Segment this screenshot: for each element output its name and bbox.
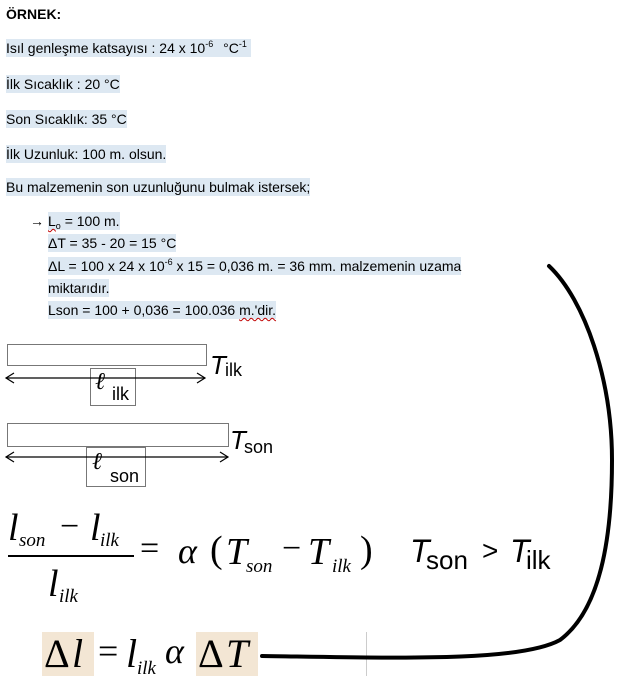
coefficient-unit: °C — [223, 40, 239, 56]
delta-l-continuation: miktarıdır. — [48, 280, 110, 296]
formula-t-ilk-subscript: ilk — [332, 556, 351, 577]
bottom-delta-t-t: T — [226, 631, 249, 676]
formula-minus: − — [282, 530, 302, 567]
delta-l-part-a: ΔL = 100 x 24 x 10 — [48, 258, 165, 274]
formula-t-son: T — [226, 531, 248, 573]
final-length-value: Lson = 100 + 0,036 = 100.036 — [48, 302, 240, 318]
condition-t-ilk: T — [510, 533, 530, 569]
bottom-alpha: α — [165, 631, 184, 671]
formula-right-paren: ) — [360, 529, 373, 571]
bottom-equals: = — [98, 631, 119, 671]
t-final-symbol: T — [230, 425, 246, 455]
t-initial-symbol: T — [210, 350, 226, 380]
arrow-glyph: → — [30, 213, 44, 229]
initial-length-subscript: ilk — [112, 384, 129, 404]
numerator-l-son: l — [8, 507, 19, 549]
coefficient-unit-exponent: -1 — [238, 39, 247, 49]
numerator-l-ilk: l — [90, 507, 101, 549]
final-length-unit: m.'dir. — [239, 302, 277, 318]
formula-equals: = — [140, 530, 160, 567]
t-initial-subscript: ilk — [225, 360, 242, 380]
condition-t-son: T — [410, 533, 430, 569]
bottom-delta-l-delta: Δ — [44, 631, 70, 676]
coefficient-label: Isıl genleşme katsayısı : 24 x 10 — [6, 40, 206, 56]
l0-symbol: $L_o$ — [48, 213, 61, 231]
formula-t-son-subscript: son — [246, 556, 273, 577]
bottom-delta-l-l: l — [72, 631, 84, 676]
final-length-subscript: son — [110, 466, 140, 486]
formula-t-ilk: T — [308, 531, 330, 573]
question: Bu malzemenin son uzunluğunu bulmak istersek; — [6, 179, 311, 195]
delta-l-part-b: x 15 = 0,036 m. = 36 mm. malzemenin uzama — [172, 258, 462, 274]
denominator-ilk-subscript: ilk — [59, 586, 78, 607]
heading: ÖRNEK: — [6, 6, 62, 22]
formula-alpha: α — [178, 531, 197, 571]
t-final-subscript: son — [244, 437, 274, 457]
condition-ilk-subscript: ilk — [526, 545, 551, 575]
numerator-minus: − — [60, 508, 80, 545]
l0-value: = 100 m. — [60, 213, 120, 229]
numerator-ilk-subscript: ilk — [100, 530, 119, 551]
formula-left-paren: ( — [210, 529, 223, 571]
final-length-ell: ℓ — [92, 447, 102, 475]
bottom-delta-t-delta: Δ — [198, 631, 224, 676]
delta-l-exponent: -6 — [164, 257, 173, 267]
coefficient-exponent: -6 — [205, 39, 214, 49]
delta-t-line: ΔT = 35 - 20 = 15 °C — [48, 235, 177, 251]
initial-length-ell: ℓ — [95, 367, 105, 395]
numerator-son-subscript: son — [19, 530, 46, 551]
final-temperature: Son Sıcaklık: 35 °C — [6, 111, 127, 127]
initial-temperature: İlk Sıcaklık : 20 °C — [6, 76, 120, 92]
initial-length: İlk Uzunluk: 100 m. olsun. — [6, 146, 167, 162]
condition-son-subscript: son — [426, 545, 468, 575]
denominator-l-ilk: l — [48, 563, 59, 605]
bottom-l-ilk: l — [126, 631, 138, 676]
bottom-ilk-subscript: ilk — [137, 658, 156, 679]
condition-gt: > — [482, 535, 499, 566]
